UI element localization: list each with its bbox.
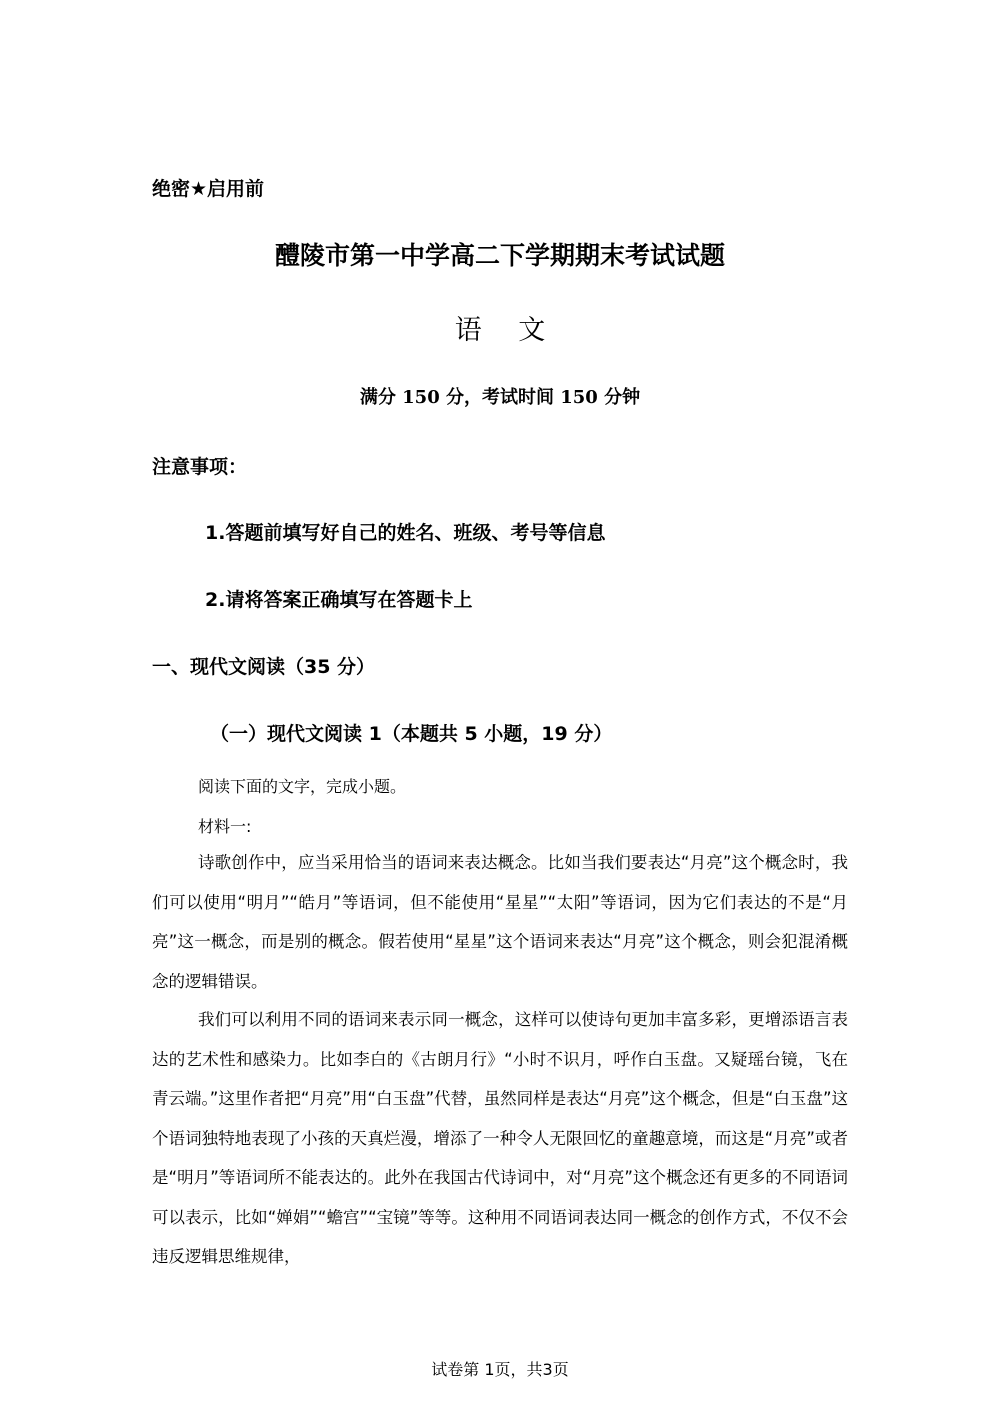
notes-heading: 注意事项： <box>152 456 248 478</box>
material-label: 材料一: <box>198 817 252 836</box>
subject-title: 语 文 <box>454 315 560 346</box>
exam-title: 醴陵市第一中学高二下学期期末考试试题 <box>274 241 725 270</box>
score-info: 满分 150 分，考试时间 150 分钟 <box>359 387 641 408</box>
secret-label: 绝密★启用前 <box>152 178 265 200</box>
note-item: 1.答题前填写好自己的姓名、班级、考号等信息 <box>205 522 606 544</box>
page-footer: 试卷第 1页，共3页 <box>431 1360 569 1379</box>
section-heading: 一、现代文阅读（35 分） <box>152 656 376 678</box>
subsection-heading: （一）现代文阅读 1（本题共 5 小题，19 分） <box>210 723 613 745</box>
body-paragraph: 我们可以利用不同的语词来表示同一概念，这样可以使诗句更加丰富多彩，更增添语言表达的艺术性和感染力。比如李白的《古朗月行》“小时不识月，呼作白玉盘。又疑瑶台镜，飞在青云端。”这里作者把“月亮”用“白玉盘”代替，虽然同样是表达“月亮”这个概念，但是“白玉盘”这个语词独特地表现了小孩的天真烂漫，增添了一种令人无限回忆的童趣意境，而这是“月亮”或者是“明月”等语词所不能表达的。此外在我国古代诗词中，对“月亮”这个概念还有更多的不同语词可以表示，比如“婵娟”“蟾宫”“宝镜”等等。这种用不同语词表达同一概念的创作方式，不仅不会违反逻辑思维规律， <box>152 1010 848 1266</box>
reading-instruction: 阅读下面的文字，完成小题。 <box>198 777 407 796</box>
note-item: 2.请将答案正确填写在答题卡上 <box>205 589 473 611</box>
body-paragraph: 诗歌创作中，应当采用恰当的语词来表达概念。比如当我们要表达“月亮”这个概念时，我们可以使用“明月”“皓月”等语词，但不能使用“星星”“太阳”等语词，因为它们表达的不是“月亮”这一概念，而是别的概念。假若使用“星星”这个语词来表达“月亮”这个概念，则会犯混淆概念的逻辑错误。 <box>152 853 848 991</box>
